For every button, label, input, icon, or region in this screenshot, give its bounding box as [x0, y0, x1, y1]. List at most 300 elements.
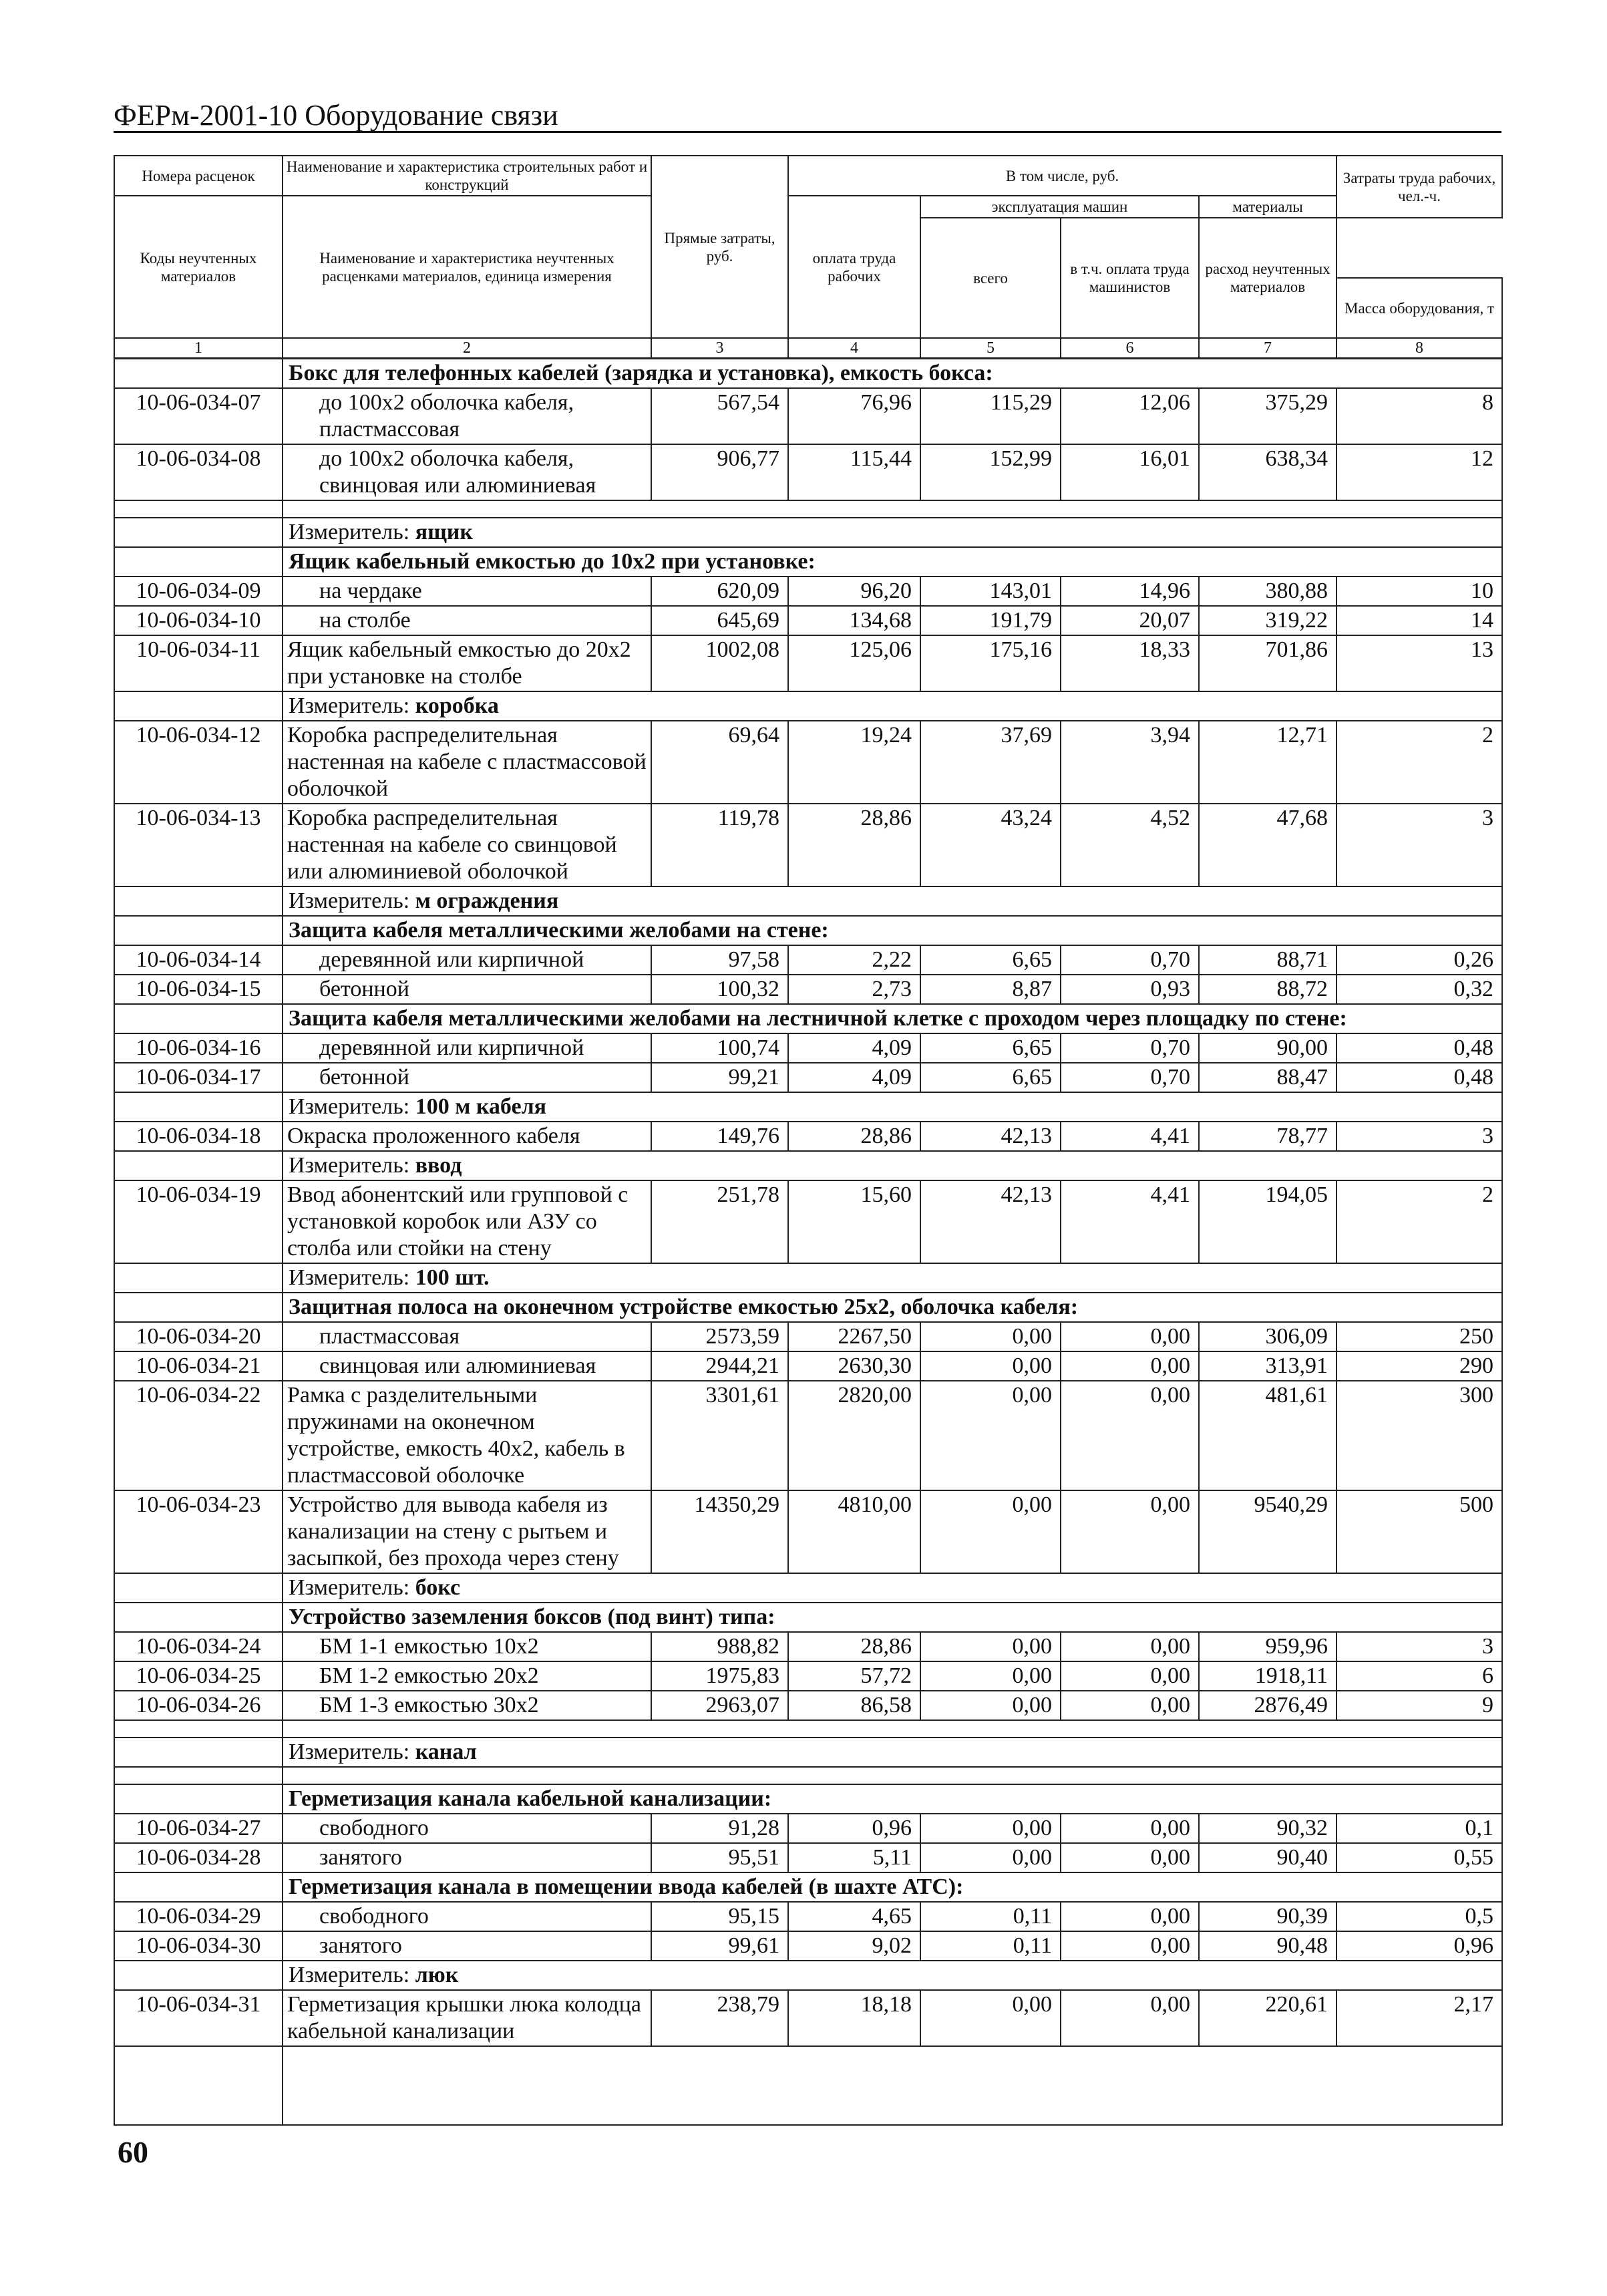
rate-name: деревянной или кирпичной [283, 945, 651, 975]
section-row [114, 1004, 1502, 1033]
machinist-labor-cost: 0,00 [1061, 1632, 1199, 1661]
labor-cost: 57,72 [788, 1661, 920, 1691]
rate-name: Ввод абонентский или групповой с установкой коробок или АЗУ со столба или стойки на стену [283, 1180, 651, 1263]
empty-cell [114, 2046, 283, 2125]
machines-header: эксплуатация машин [920, 196, 1199, 218]
machine-cost: 42,13 [920, 1180, 1061, 1263]
materials-cost: 375,29 [1199, 388, 1336, 444]
col-number: 7 [1199, 338, 1336, 359]
labor-hours: 0,48 [1336, 1063, 1502, 1092]
labor-hours: 290 [1336, 1351, 1502, 1381]
labor-cost: 9,02 [788, 1931, 920, 1961]
rate-name: Коробка распределительная настенная на кабеле с пластмассовой оболочкой [283, 721, 651, 804]
section-heading: Защита кабеля металлическими желобами на стене: [283, 916, 1502, 945]
table-header [114, 155, 1503, 359]
machine-cost: 6,65 [920, 1063, 1061, 1092]
materials-cost: 90,32 [1199, 1814, 1336, 1843]
section-row [114, 547, 1502, 577]
labor-cost: 28,86 [788, 1122, 920, 1151]
col-number: 2 [283, 338, 651, 359]
rate-code: 10-06-034-13 [114, 804, 283, 886]
empty-cell [114, 916, 283, 945]
labor-hours: 2,17 [1336, 1990, 1502, 2046]
rate-code: 10-06-034-14 [114, 945, 283, 975]
labor-cost: 15,60 [788, 1180, 920, 1263]
section-heading: Защита кабеля металлическими желобами на лестничной клетке с проходом через площадку по стене: [283, 1004, 1502, 1033]
machinist-labor-cost: 0,00 [1061, 1661, 1199, 1691]
machinist-labor-cost: 0,00 [1061, 1691, 1199, 1720]
labor-cost: 2,73 [788, 975, 920, 1004]
section-row [114, 1603, 1502, 1632]
labor-cost: 2820,00 [788, 1381, 920, 1490]
labor-hours: 3 [1336, 1122, 1502, 1151]
materials-cost: 638,34 [1199, 444, 1336, 500]
rate-name: Герметизация крышки люка колодца кабельной канализации [283, 1990, 651, 2046]
labor-cost: 76,96 [788, 388, 920, 444]
labor-hours: 13 [1336, 635, 1502, 691]
machine-cost: 191,79 [920, 606, 1061, 635]
labor-hours: 250 [1336, 1322, 1502, 1351]
unit-value: ввод [415, 1153, 462, 1178]
labor-hours: 2 [1336, 721, 1502, 804]
unit-measure [283, 1263, 1502, 1293]
unit-label: Измеритель: [289, 693, 410, 718]
labor-cost: 134,68 [788, 606, 920, 635]
rate-name: пластмассовая [283, 1322, 651, 1351]
direct-cost: 2963,07 [651, 1691, 788, 1720]
empty-cell [114, 1151, 283, 1180]
table-row [114, 444, 1502, 500]
materials-cost: 319,22 [1199, 606, 1336, 635]
rates-table-body [114, 359, 1502, 2125]
unit-value: м ограждения [415, 888, 559, 913]
machine-cost: 42,13 [920, 1122, 1061, 1151]
materials-cost: 90,40 [1199, 1843, 1336, 1872]
group-header: В том числе, руб. [788, 156, 1336, 196]
empty-cell [114, 1720, 283, 1738]
machinist-labor-cost: 3,94 [1061, 721, 1199, 804]
table-row [114, 1381, 1502, 1490]
rate-name: деревянной или кирпичной [283, 1033, 651, 1063]
direct-cost: 251,78 [651, 1180, 788, 1263]
blank-row [114, 500, 1502, 518]
machinist-labor-cost: 4,41 [1061, 1122, 1199, 1151]
labor-cost: 125,06 [788, 635, 920, 691]
col-number: 4 [788, 338, 920, 359]
unit-value: бокс [415, 1575, 461, 1600]
machine-cost: 0,00 [920, 1490, 1061, 1573]
machine-cost: 0,00 [920, 1351, 1061, 1381]
rate-name: бетонной [283, 975, 651, 1004]
machinist-labor-cost: 0,00 [1061, 1322, 1199, 1351]
rate-code: 10-06-034-18 [114, 1122, 283, 1151]
rate-code: 10-06-034-17 [114, 1063, 283, 1092]
machine-cost: 0,11 [920, 1902, 1061, 1931]
table-row [114, 388, 1502, 444]
machinist-labor-cost: 20,07 [1061, 606, 1199, 635]
materials-cost: 12,71 [1199, 721, 1336, 804]
empty-cell [114, 518, 283, 547]
labor-cost: 28,86 [788, 804, 920, 886]
machinist-labor-cost: 16,01 [1061, 444, 1199, 500]
table-row [114, 1632, 1502, 1661]
table-row [114, 1180, 1502, 1263]
materials-cost: 78,77 [1199, 1122, 1336, 1151]
machine-cost: 0,00 [920, 1691, 1061, 1720]
labor-hours: 0,55 [1336, 1843, 1502, 1872]
section-heading: Герметизация канала в помещении ввода кабелей (в шахте АТС): [283, 1872, 1502, 1902]
unit-row [114, 691, 1502, 721]
direct-cost: 2944,21 [651, 1351, 788, 1381]
table-row [114, 606, 1502, 635]
machinist-labor-cost: 0,00 [1061, 1814, 1199, 1843]
materials-cost: 88,71 [1199, 945, 1336, 975]
rate-name: Коробка распределительная настенная на кабеле со свинцовой или алюминиевой оболочкой [283, 804, 651, 886]
section-heading: Бокс для телефонных кабелей (зарядка и установка), емкость бокса: [283, 359, 1502, 388]
empty-cell [114, 1738, 283, 1767]
col8-header-bottom: Масса оборудования, т [1336, 278, 1502, 338]
col2-header-top: Наименование и характеристика строительных работ и конструкций [283, 156, 651, 196]
rate-code: 10-06-034-10 [114, 606, 283, 635]
labor-cost: 18,18 [788, 1990, 920, 2046]
rate-code: 10-06-034-16 [114, 1033, 283, 1063]
col7-header: расход неучтенных материалов [1199, 218, 1336, 338]
machinist-labor-cost: 0,00 [1061, 1843, 1199, 1872]
col1-header-bottom: Коды неучтенных материалов [114, 196, 283, 338]
rate-code: 10-06-034-20 [114, 1322, 283, 1351]
unit-value: канал [415, 1740, 477, 1764]
unit-row [114, 886, 1502, 916]
section-heading: Защитная полоса на оконечном устройстве емкостью 25х2, оболочка кабеля: [283, 1293, 1502, 1322]
direct-cost: 906,77 [651, 444, 788, 500]
direct-cost: 645,69 [651, 606, 788, 635]
rate-code: 10-06-034-11 [114, 635, 283, 691]
labor-cost: 0,96 [788, 1814, 920, 1843]
blank-row [114, 2046, 1502, 2125]
labor-hours: 0,48 [1336, 1033, 1502, 1063]
machinist-labor-cost: 0,00 [1061, 1381, 1199, 1490]
rate-name: свободного [283, 1814, 651, 1843]
materials-cost: 90,48 [1199, 1931, 1336, 1961]
unit-row [114, 1738, 1502, 1767]
table-row [114, 1351, 1502, 1381]
machinist-labor-cost: 0,70 [1061, 945, 1199, 975]
labor-cost: 2,22 [788, 945, 920, 975]
labor-cost: 86,58 [788, 1691, 920, 1720]
table-row [114, 1814, 1502, 1843]
machinist-labor-cost: 0,00 [1061, 1931, 1199, 1961]
title-rule [114, 131, 1501, 133]
labor-hours: 10 [1336, 577, 1502, 606]
empty-cell [114, 691, 283, 721]
table-row [114, 945, 1502, 975]
rate-name: до 100х2 оболочка кабеля, свинцовая или алюминиевая [283, 444, 651, 500]
labor-hours: 9 [1336, 1691, 1502, 1720]
materials-cost: 701,86 [1199, 635, 1336, 691]
unit-value: ящик [415, 520, 473, 544]
col3-header: Прямые затраты, руб. [651, 156, 788, 338]
labor-hours: 6 [1336, 1661, 1502, 1691]
direct-cost: 567,54 [651, 388, 788, 444]
unit-label: Измеритель: [289, 520, 410, 544]
unit-value: 100 м кабеля [415, 1094, 547, 1119]
rate-code: 10-06-034-12 [114, 721, 283, 804]
table-row [114, 1063, 1502, 1092]
rate-name: занятого [283, 1843, 651, 1872]
materials-cost: 959,96 [1199, 1632, 1336, 1661]
machine-cost: 0,00 [920, 1814, 1061, 1843]
direct-cost: 1975,83 [651, 1661, 788, 1691]
empty-cell [114, 359, 283, 388]
machine-cost: 0,00 [920, 1322, 1061, 1351]
rates-table [114, 358, 1503, 2126]
unit-label: Измеритель: [289, 1740, 410, 1764]
machinist-labor-cost: 0,93 [1061, 975, 1199, 1004]
rate-code: 10-06-034-31 [114, 1990, 283, 2046]
machinist-labor-cost: 0,70 [1061, 1063, 1199, 1092]
unit-row [114, 1151, 1502, 1180]
direct-cost: 119,78 [651, 804, 788, 886]
empty-cell [114, 1092, 283, 1122]
rate-name: Окраска проложенного кабеля [283, 1122, 651, 1151]
materials-cost: 380,88 [1199, 577, 1336, 606]
rate-code: 10-06-034-07 [114, 388, 283, 444]
direct-cost: 91,28 [651, 1814, 788, 1843]
machine-cost: 43,24 [920, 804, 1061, 886]
col6-header: в т.ч. оплата труда машинистов [1061, 218, 1199, 338]
labor-hours: 14 [1336, 606, 1502, 635]
direct-cost: 100,32 [651, 975, 788, 1004]
empty-cell [283, 500, 1502, 518]
machine-cost: 0,00 [920, 1843, 1061, 1872]
direct-cost: 95,51 [651, 1843, 788, 1872]
empty-cell [114, 886, 283, 916]
labor-cost: 2630,30 [788, 1351, 920, 1381]
direct-cost: 3301,61 [651, 1381, 788, 1490]
table-row [114, 1122, 1502, 1151]
rate-name: БМ 1-2 емкостью 20х2 [283, 1661, 651, 1691]
rate-name: свинцовая или алюминиевая [283, 1351, 651, 1381]
materials-cost: 90,00 [1199, 1033, 1336, 1063]
labor-cost: 2267,50 [788, 1322, 920, 1351]
labor-hours: 3 [1336, 1632, 1502, 1661]
unit-value: люк [415, 1963, 459, 1987]
labor-cost: 115,44 [788, 444, 920, 500]
machine-cost: 6,65 [920, 1033, 1061, 1063]
col-number: 5 [920, 338, 1061, 359]
rate-name: на столбе [283, 606, 651, 635]
labor-hours: 0,1 [1336, 1814, 1502, 1843]
rate-code: 10-06-034-27 [114, 1814, 283, 1843]
labor-cost: 19,24 [788, 721, 920, 804]
materials-cost: 47,68 [1199, 804, 1336, 886]
direct-cost: 1002,08 [651, 635, 788, 691]
materials-cost: 9540,29 [1199, 1490, 1336, 1573]
labor-cost: 4,65 [788, 1902, 920, 1931]
table-row [114, 1490, 1502, 1573]
rate-name: свободного [283, 1902, 651, 1931]
section-row [114, 1293, 1502, 1322]
machinist-labor-cost: 0,00 [1061, 1902, 1199, 1931]
labor-cost: 4,09 [788, 1063, 920, 1092]
machinist-labor-cost: 4,52 [1061, 804, 1199, 886]
labor-hours: 8 [1336, 388, 1502, 444]
unit-row [114, 1092, 1502, 1122]
unit-row [114, 1573, 1502, 1603]
rate-name: бетонной [283, 1063, 651, 1092]
unit-measure [283, 886, 1502, 916]
machinist-labor-cost: 12,06 [1061, 388, 1199, 444]
labor-hours: 2 [1336, 1180, 1502, 1263]
direct-cost: 69,64 [651, 721, 788, 804]
unit-label: Измеритель: [289, 1153, 410, 1178]
rate-code: 10-06-034-29 [114, 1902, 283, 1931]
direct-cost: 620,09 [651, 577, 788, 606]
rate-code: 10-06-034-22 [114, 1381, 283, 1490]
labor-hours: 0,5 [1336, 1902, 1502, 1931]
direct-cost: 100,74 [651, 1033, 788, 1063]
materials-cost: 194,05 [1199, 1180, 1336, 1263]
machinist-labor-cost: 0,00 [1061, 1990, 1199, 2046]
empty-cell [283, 1767, 1502, 1784]
materials-cost: 2876,49 [1199, 1691, 1336, 1720]
machinist-labor-cost: 18,33 [1061, 635, 1199, 691]
table-row [114, 1033, 1502, 1063]
machinist-labor-cost: 4,41 [1061, 1180, 1199, 1263]
table-row [114, 1931, 1502, 1961]
unit-row [114, 1263, 1502, 1293]
labor-hours: 0,32 [1336, 975, 1502, 1004]
empty-cell [114, 1767, 283, 1784]
rate-code: 10-06-034-21 [114, 1351, 283, 1381]
empty-cell [114, 1784, 283, 1814]
table-row [114, 1843, 1502, 1872]
empty-cell [283, 1720, 1502, 1738]
section-row [114, 1784, 1502, 1814]
empty-cell [114, 1603, 283, 1632]
unit-value: коробка [415, 693, 499, 718]
direct-cost: 99,21 [651, 1063, 788, 1092]
table-row [114, 804, 1502, 886]
empty-cell [283, 2046, 1502, 2125]
unit-label: Измеритель: [289, 1575, 410, 1600]
rate-name: Устройство для вывода кабеля из канализации на стену с рытьем и засыпкой, без прохода через стену [283, 1490, 651, 1573]
table-row [114, 1691, 1502, 1720]
machine-cost: 0,11 [920, 1931, 1061, 1961]
col5-header: всего [920, 218, 1061, 338]
labor-cost: 96,20 [788, 577, 920, 606]
table-row [114, 1322, 1502, 1351]
unit-value: 100 шт. [415, 1265, 490, 1290]
table-row [114, 1902, 1502, 1931]
section-heading: Герметизация канала кабельной канализации: [283, 1784, 1502, 1814]
machinist-labor-cost: 14,96 [1061, 577, 1199, 606]
page-title: ФЕРм-2001-10 Оборудование связи [114, 99, 558, 132]
machine-cost: 152,99 [920, 444, 1061, 500]
labor-hours: 3 [1336, 804, 1502, 886]
table-row [114, 1990, 1502, 2046]
materials-cost: 1918,11 [1199, 1661, 1336, 1691]
section-heading: Устройство заземления боксов (под винт) типа: [283, 1603, 1502, 1632]
labor-hours: 500 [1336, 1490, 1502, 1573]
col-number: 3 [651, 338, 788, 359]
col2-header-bottom: Наименование и характеристика неучтенных расценками материалов, единица измерения [283, 196, 651, 338]
rate-code: 10-06-034-25 [114, 1661, 283, 1691]
empty-cell [114, 1961, 283, 1990]
labor-cost: 4,09 [788, 1033, 920, 1063]
col1-header-top: Номера расценок [114, 156, 283, 196]
empty-cell [114, 500, 283, 518]
rate-code: 10-06-034-23 [114, 1490, 283, 1573]
section-heading: Ящик кабельный емкостью до 10х2 при установке: [283, 547, 1502, 577]
machine-cost: 0,00 [920, 1990, 1061, 2046]
table-row [114, 1661, 1502, 1691]
unit-measure [283, 1151, 1502, 1180]
table-row [114, 975, 1502, 1004]
col-number: 1 [114, 338, 283, 359]
rate-code: 10-06-034-30 [114, 1931, 283, 1961]
empty-cell [114, 1573, 283, 1603]
materials-cost: 306,09 [1199, 1322, 1336, 1351]
labor-cost: 28,86 [788, 1632, 920, 1661]
empty-cell [114, 547, 283, 577]
machine-cost: 175,16 [920, 635, 1061, 691]
col8-header-top: Затраты труда рабочих, чел.-ч. [1336, 156, 1502, 218]
materials-header: материалы [1199, 196, 1336, 218]
machine-cost: 0,00 [920, 1661, 1061, 1691]
rate-code: 10-06-034-19 [114, 1180, 283, 1263]
rate-code: 10-06-034-08 [114, 444, 283, 500]
materials-cost: 88,72 [1199, 975, 1336, 1004]
machine-cost: 8,87 [920, 975, 1061, 1004]
labor-cost: 4810,00 [788, 1490, 920, 1573]
unit-measure [283, 1573, 1502, 1603]
machine-cost: 6,65 [920, 945, 1061, 975]
direct-cost: 99,61 [651, 1931, 788, 1961]
unit-measure [283, 1092, 1502, 1122]
table-row [114, 721, 1502, 804]
machine-cost: 115,29 [920, 388, 1061, 444]
unit-label: Измеритель: [289, 1265, 410, 1290]
table-row [114, 577, 1502, 606]
labor-hours: 300 [1336, 1381, 1502, 1490]
labor-cost: 5,11 [788, 1843, 920, 1872]
rate-name: Рамка с разделительными пружинами на оконечном устройстве, емкость 40х2, кабель в пластмассовой оболочке [283, 1381, 651, 1490]
empty-cell [114, 1263, 283, 1293]
rate-code: 10-06-034-28 [114, 1843, 283, 1872]
materials-cost: 90,39 [1199, 1902, 1336, 1931]
labor-hours: 0,26 [1336, 945, 1502, 975]
page-number: 60 [118, 2135, 148, 2169]
rate-code: 10-06-034-26 [114, 1691, 283, 1720]
unit-row [114, 518, 1502, 547]
col-number: 8 [1336, 338, 1502, 359]
section-row [114, 359, 1502, 388]
materials-cost: 481,61 [1199, 1381, 1336, 1490]
rate-name: занятого [283, 1931, 651, 1961]
materials-cost: 220,61 [1199, 1990, 1336, 2046]
direct-cost: 238,79 [651, 1990, 788, 2046]
machine-cost: 0,00 [920, 1381, 1061, 1490]
rate-name: до 100х2 оболочка кабеля, пластмассовая [283, 388, 651, 444]
machine-cost: 0,00 [920, 1632, 1061, 1661]
blank-row [114, 1767, 1502, 1784]
direct-cost: 97,58 [651, 945, 788, 975]
unit-measure [283, 518, 1502, 547]
section-row [114, 1872, 1502, 1902]
direct-cost: 95,15 [651, 1902, 788, 1931]
unit-label: Измеритель: [289, 1963, 410, 1987]
